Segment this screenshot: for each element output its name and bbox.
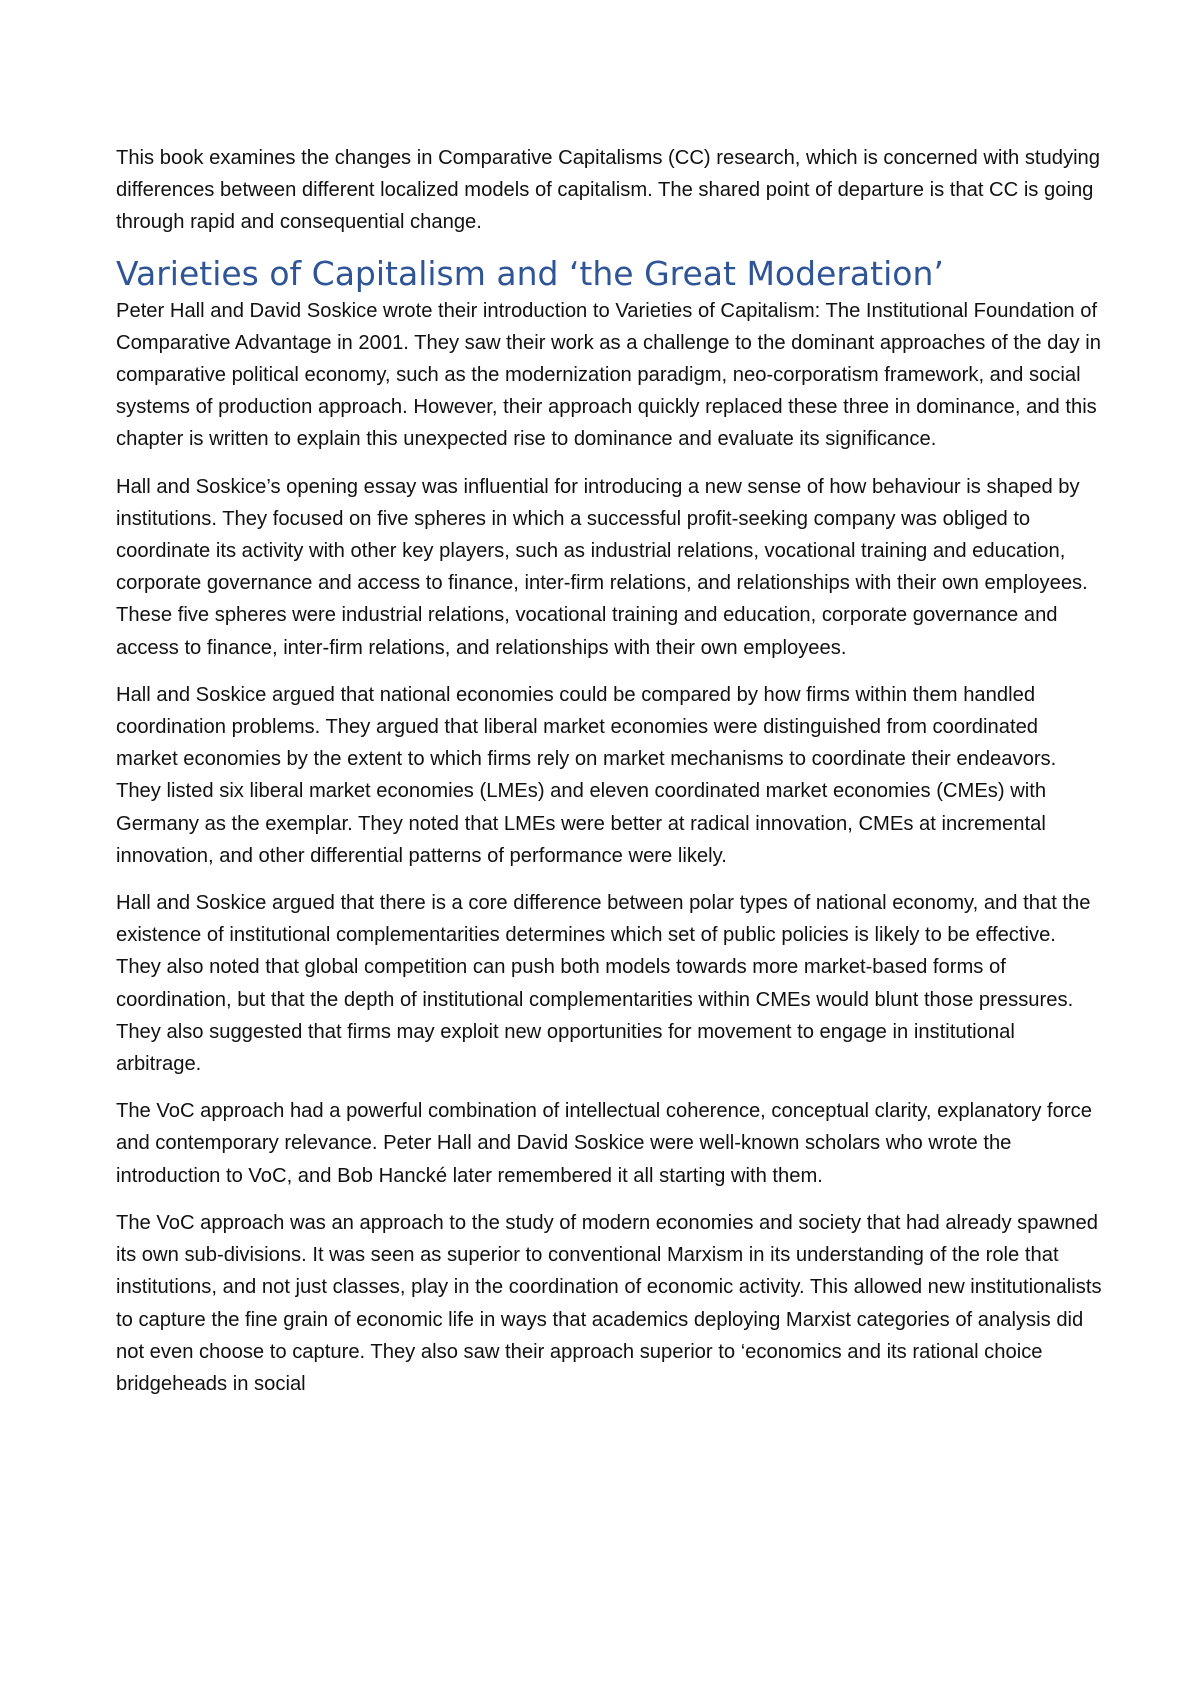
body-paragraph: Hall and Soskice argued that national economies could be compared by how firms within them handled coordination problems. They argued that liberal market economies were distinguished from coordinated market economies by the extent to which firms rely on market mechanisms to coordinate their endeavors. They listed six liberal market economies (LMEs) and eleven coordinated market economies (CMEs) with Germany as the exemplar. They noted that LMEs were better at radical innovation, CMEs at incremental innovation, and other differential patterns of performance were likely.: [116, 683, 1057, 867]
body-paragraph: Peter Hall and David Soskice wrote their introduction to Varieties of Capitalism: The Institutional Foundation of Comparative Advantage in 2001. They saw their work as a challenge to the dominant approaches of the day in comparative political economy, such as the modernization paradigm, neo-corporatism framework, and social systems of production approach. However, their approach quickly replaced these three in dominance, and this chapter is written to explain this unexpected rise to dominance and evaluate its significance.: [116, 299, 1101, 451]
body-paragraph: Hall and Soskice’s opening essay was influential for introducing a new sense of how behaviour is shaped by institutions. They focused on five spheres in which a successful profit-seeking company was obliged to coordinate its activity with other key players, such as industrial relations, vocational training and education, corporate governance and access to finance, inter-firm relations, and relationships with their own employees. These five spheres were industrial relations, vocational training and education, corporate governance and access to finance, inter-firm relations, and relationships with their own employees.: [116, 475, 1088, 659]
section-heading: Varieties of Capitalism and ‘the Great Moderation’: [116, 253, 944, 293]
body-paragraph: Hall and Soskice argued that there is a core difference between polar types of national economy, and that the existence of institutional complementarities determines which set of public policies is likely to be effective. They also noted that global competition can push both models towards more market-based forms of coordination, but that the depth of institutional complementarities within CMEs would blunt those pressures. They also suggested that firms may exploit new opportunities for movement to engage in institutional arbitrage.: [116, 892, 1091, 1076]
document-page: [116, 142, 1104, 1415]
intro-paragraph: This book examines the changes in Comparative Capitalisms (CC) research, which is concerned with studying differences between different localized models of capitalism. The shared point of departure is that CC is going through rapid and consequential change.: [116, 147, 1101, 234]
body-paragraph: The VoC approach had a powerful combination of intellectual coherence, conceptual clarity, explanatory force and contemporary relevance. Peter Hall and David Soskice were well-known scholars who wrote the introduction to VoC, and Bob Hancké later remembered it all starting with them.: [116, 1100, 1092, 1187]
body-paragraph: The VoC approach was an approach to the study of modern economies and society that had already spawned its own sub-divisions. It was seen as superior to conventional Marxism in its understanding of the role that institutions, and not just classes, play in the coordination of economic activity. This allowed new institutionalists to capture the fine grain of economic life in ways that academics deploying Marxist categories of analysis did not even choose to capture. They also saw their approach superior to ‘economics and its rational choice bridgeheads in social: [116, 1211, 1102, 1395]
